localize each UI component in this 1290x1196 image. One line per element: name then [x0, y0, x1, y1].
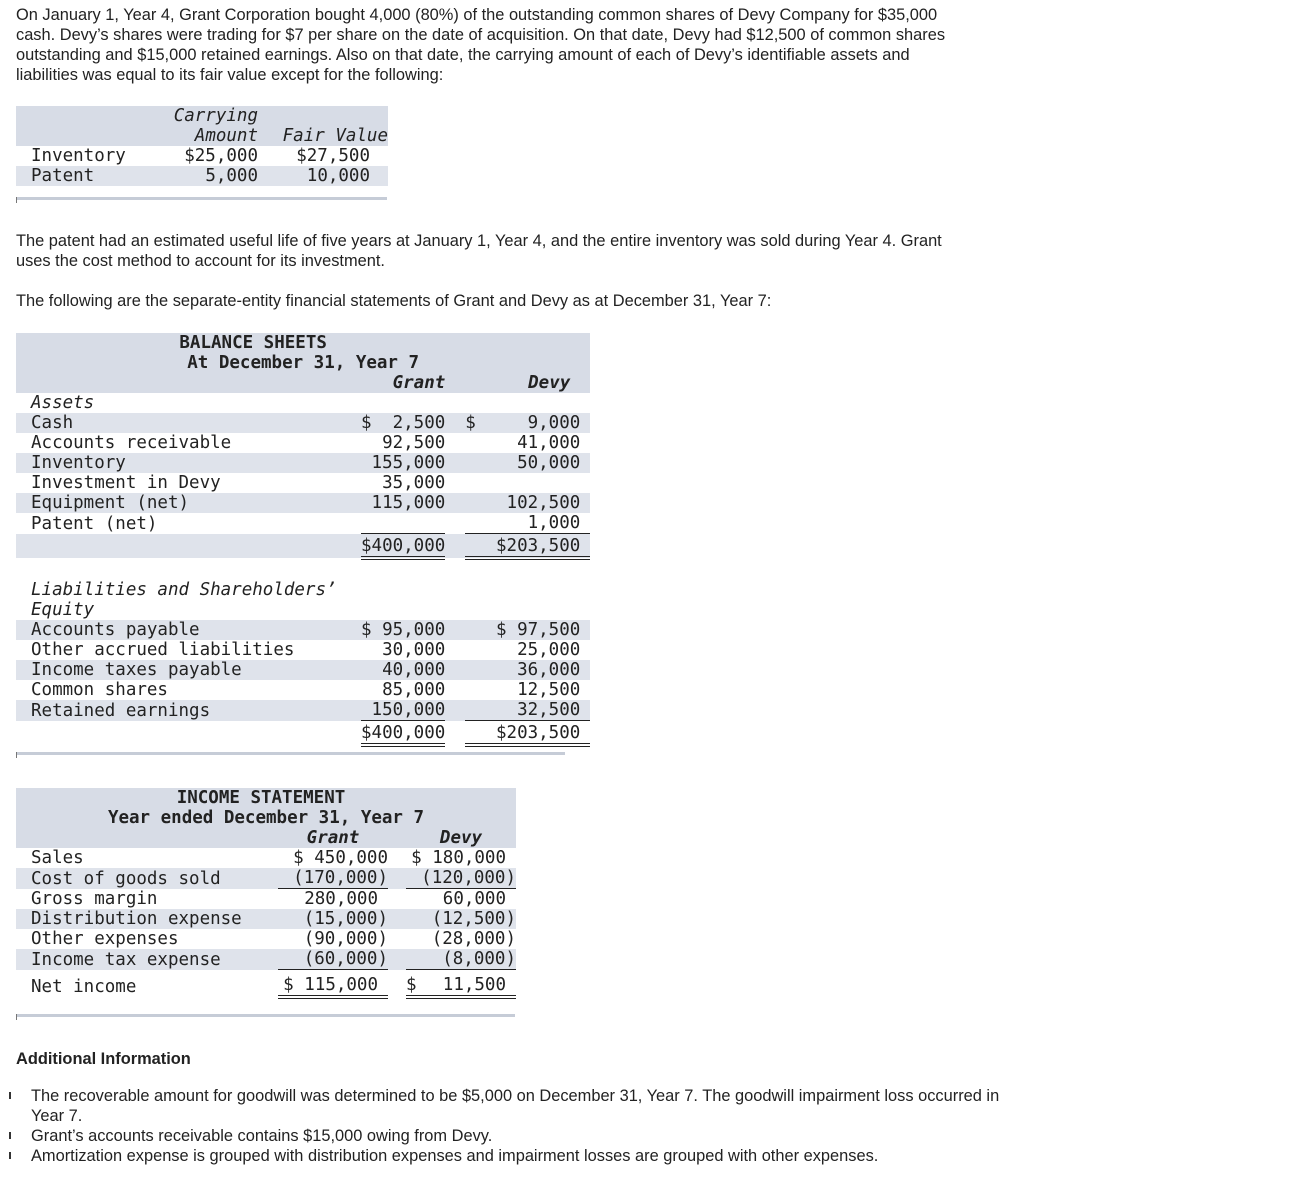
is-row-devy: $ 180,000 [411, 848, 506, 868]
is-col-devy: Devy [439, 828, 483, 848]
is-row-label: Distribution expense [31, 909, 242, 929]
is-subtitle: Year ended December 31, Year 7 [107, 808, 425, 828]
bs-liab-label: Retained earnings [31, 700, 211, 721]
is-net-devy: 11,500 [442, 974, 506, 995]
bs-asset-label: Accounts receivable [31, 433, 232, 453]
list-item-text: Amortization expense is grouped with distribution expenses and impairment losses are grouped with other expenses. [31, 1147, 879, 1165]
bs-asset-label: Patent (net) [31, 513, 158, 534]
fv-row-label: Patent [31, 166, 95, 186]
bs-assets-total-grant: $400,000 [361, 534, 445, 559]
is-row-devy: (12,500) [431, 909, 516, 929]
bs-asset-devy: 41,000 [517, 433, 581, 453]
list-item [0, 1146, 1000, 1166]
bs-liab-total-devy: $203,500 [465, 721, 590, 746]
bs-liab-devy: $ 97,500 [496, 620, 581, 640]
is-row-grant: (90,000) [303, 929, 388, 949]
bs-assets-heading: Assets [31, 393, 95, 413]
intro-paragraph: On January 1, Year 4, Grant Corporation bought 4,000 (80%) of the outstanding common shares of Devy Company for $35,000 cash. Devy’s shares were trading for $7 per share on the date of acquisition. On that date, Devy had $12,500 of common shares outstanding and $15,000 retained earnings. Also on that date, the carrying amount of each of Devy’s identifiable assets and liabilities was equal to its fair value except for the following: [16, 6, 946, 84]
bs-liab-label: Common shares [31, 680, 168, 700]
bs-liab-total-grant: $400,000 [361, 721, 445, 746]
fv-row-carrying: 5,000 [205, 166, 258, 186]
table-footer-tick [16, 1014, 17, 1020]
is-row-grant: 280,000 [304, 889, 378, 909]
additional-list [0, 1086, 1000, 1166]
is-net-grant: $ 115,000 [278, 970, 388, 997]
is-row-label: Other expenses [31, 929, 179, 949]
bs-asset-grant: 2,500 [392, 413, 446, 433]
bs-asset-devy: 1,000 [465, 513, 590, 534]
table-footer-bar [16, 752, 565, 755]
bs-asset-grant: 92,500 [382, 433, 446, 453]
patent-paragraph: The patent had an estimated useful life of five years at January 1, Year 4, and the entire inventory was sold during Year 4. Grant uses the cost method to account for its investment. [16, 232, 942, 270]
list-item-text: Grant’s accounts receivable contains $15,000 owing from Devy. [31, 1127, 493, 1145]
fv-row-fair: 10,000 [306, 166, 370, 186]
bs-liab-grant: 150,000 [361, 700, 445, 721]
list-item [0, 1086, 1000, 1126]
bs-asset-devy [465, 473, 590, 493]
is-row-label: Cost of goods sold [31, 868, 221, 889]
bs-col-devy: Devy [528, 373, 571, 393]
is-row-grant: (60,000) [278, 949, 388, 970]
bs-asset-devy: 50,000 [517, 453, 581, 473]
bs-asset-devy: 102,500 [506, 493, 581, 513]
bs-asset-label: Cash [31, 413, 74, 433]
bs-asset-devy-sign: $ [465, 413, 476, 433]
bs-liab-label: Income taxes payable [31, 660, 242, 680]
statements-intro: The following are the separate-entity financial statements of Grant and Devy as at December 31, Year 7: [16, 292, 772, 310]
fv-row-fair: $27,500 [296, 146, 370, 166]
is-row-grant: (15,000) [303, 909, 388, 929]
is-net-devy-sign: $ [406, 974, 417, 995]
bs-liab-grant: 85,000 [382, 680, 446, 700]
is-row-grant: (170,000) [278, 868, 388, 889]
bs-title: BALANCE SHEETS [179, 333, 327, 353]
bs-liab-devy: 25,000 [517, 640, 581, 660]
bs-asset-grant: 115,000 [371, 493, 446, 513]
bs-asset-label: Investment in Devy [31, 473, 221, 493]
bs-asset-grant [361, 513, 445, 534]
bs-liab-heading-2: Equity [31, 600, 95, 620]
bs-asset-label: Inventory [31, 453, 126, 473]
bs-liab-label: Other accrued liabilities [31, 640, 295, 660]
bs-asset-grant-sign: $ [361, 413, 372, 433]
bs-liab-label: Accounts payable [31, 620, 200, 640]
bs-asset-grant: 35,000 [382, 473, 446, 493]
bs-liab-grant: $ 95,000 [361, 620, 446, 640]
is-row-devy: (8,000) [406, 949, 516, 970]
bs-liab-devy: 12,500 [517, 680, 581, 700]
table-footer-bar [16, 1014, 515, 1017]
is-row-label: Income tax expense [31, 949, 221, 970]
table-footer-tick [16, 197, 17, 203]
is-col-grant: Grant [306, 828, 360, 848]
list-item [0, 1126, 1000, 1146]
fv-col-fair: Fair Value [282, 126, 388, 146]
bs-asset-label: Equipment (net) [31, 493, 190, 513]
bs-asset-devy: 9,000 [527, 413, 581, 433]
fair-value-table [16, 106, 388, 186]
bullet-icon [9, 1092, 11, 1099]
bs-liab-devy: 32,500 [465, 700, 590, 721]
bs-liab-grant: 40,000 [382, 660, 446, 680]
bs-col-grant: Grant [392, 373, 446, 393]
is-row-devy: 60,000 [442, 889, 506, 909]
is-row-devy: (28,000) [431, 929, 516, 949]
bs-liab-grant: 30,000 [382, 640, 446, 660]
is-title: INCOME STATEMENT [176, 788, 346, 808]
additional-heading: Additional Information [16, 1050, 191, 1068]
is-row-label: Gross margin [31, 889, 158, 909]
bs-assets-total-devy: $203,500 [465, 534, 590, 559]
income-statement-table [16, 788, 516, 999]
table-footer-tick [16, 752, 17, 758]
is-net-label: Net income [31, 976, 137, 997]
fv-col-carrying-1: Carrying [173, 106, 258, 126]
list-item-text: The recoverable amount for goodwill was determined to be $5,000 on December 31, Year 7. The goodwill impairment loss occurred in Year 7. [31, 1087, 1000, 1125]
bullet-icon [9, 1132, 11, 1139]
is-row-devy: (120,000) [406, 868, 516, 889]
bs-asset-grant: 155,000 [371, 453, 446, 473]
bullet-icon [9, 1152, 11, 1159]
is-row-grant: $ 450,000 [293, 848, 388, 868]
table-footer-bar [16, 197, 387, 200]
fv-row-label: Inventory [31, 146, 126, 166]
fv-row-carrying: $25,000 [184, 146, 258, 166]
bs-liab-devy: 36,000 [517, 660, 581, 680]
is-row-label: Sales [31, 848, 84, 868]
balance-sheet-table [16, 333, 590, 747]
bs-liab-heading-1: Liabilities and Shareholders’ [31, 580, 337, 600]
bs-subtitle: At December 31, Year 7 [187, 353, 420, 373]
fv-col-carrying-2: Amount [194, 126, 258, 146]
